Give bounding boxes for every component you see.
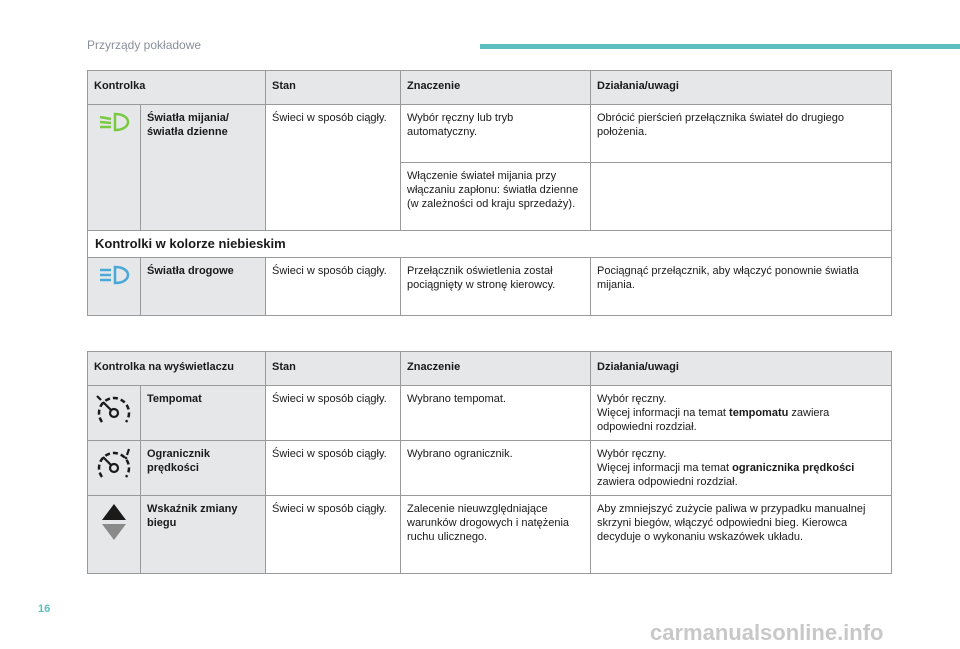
indicator-meaning: Zalecenie nieuwzględniające warunków drogowych i natężenia ruchu ulicznego. <box>401 496 591 574</box>
indicator-state: Świeci w sposób ciągły. <box>266 386 401 441</box>
action-text: Więcej informacji na temat <box>597 407 730 419</box>
column-header: Stan <box>266 71 401 105</box>
action-bold-term: tempomatu <box>729 407 789 419</box>
light-meaning: Włączenie świateł mijania przy włączaniu zapłonu: światła dzienne (w zależności od kraju sprzedaży). <box>401 163 591 231</box>
column-header: Działania/uwagi <box>591 352 892 386</box>
header-accent-bar <box>480 44 960 49</box>
action-more-info <box>597 406 885 434</box>
column-header: Znaczenie <box>401 352 591 386</box>
light-name: Światła mijania/ światła dzienne <box>141 105 266 231</box>
icon-cell <box>88 386 141 441</box>
column-header: Kontrolka na wyświetlaczu <box>88 352 266 386</box>
light-name: Światła drogowe <box>141 258 266 316</box>
cruise-control-icon <box>94 392 134 430</box>
high-beam-blue-icon <box>97 264 131 286</box>
action-line: Wybór ręczny. <box>597 393 667 405</box>
column-header: Kontrolka <box>88 71 266 105</box>
light-action: Pociągnąć przełącznik, aby włączyć ponownie światła mijania. <box>591 258 892 316</box>
table-header-row <box>88 352 892 386</box>
table-row <box>88 496 892 574</box>
table-header-row <box>88 71 892 105</box>
indicator-name: Wskaźnik zmiany biegu <box>141 496 266 574</box>
blue-lights-subheading: Kontrolki w kolorze niebieskim <box>88 231 892 258</box>
page-number: 16 <box>38 603 51 615</box>
icon-cell <box>88 258 141 316</box>
gear-shift-indicator-icon <box>99 502 129 542</box>
indicator-action <box>591 441 892 496</box>
light-meaning: Przełącznik oświetlenia został pociągnięty w stronę kierowcy. <box>401 258 591 316</box>
light-state: Świeci w sposób ciągły. <box>266 105 401 231</box>
indicator-meaning: Wybrano ogranicznik. <box>401 441 591 496</box>
action-line: Wybór ręczny. <box>597 448 667 460</box>
action-bold-term: ogranicznika prędkości <box>732 462 855 474</box>
action-more-info <box>597 461 885 489</box>
light-action-empty <box>591 163 892 231</box>
indicator-action: Aby zmniejszyć zużycie paliwa w przypadku manualnej skrzyni biegów, włączyć odpowiedni bieg. Kierowca decyduje o wykonaniu wskazówek układu. <box>591 496 892 574</box>
icon-cell <box>88 441 141 496</box>
speed-limiter-icon <box>94 447 134 485</box>
light-meaning: Wybór ręczny lub tryb automatyczny. <box>401 105 591 163</box>
table-row <box>88 441 892 496</box>
indicator-state: Świeci w sposób ciągły. <box>266 441 401 496</box>
action-text: zawiera odpowiedni rozdział. <box>597 407 830 433</box>
indicator-meaning: Wybrano tempomat. <box>401 386 591 441</box>
subheading-row <box>88 231 892 258</box>
icon-cell <box>88 105 141 231</box>
warning-lights-table <box>87 70 892 316</box>
indicator-name: Tempomat <box>141 386 266 441</box>
light-state: Świeci w sposób ciągły. <box>266 258 401 316</box>
section-title: Przyrządy pokładowe <box>87 38 202 52</box>
action-text: zawiera odpowiedni rozdział. <box>597 476 738 488</box>
icon-cell <box>88 496 141 574</box>
table-row <box>88 386 892 441</box>
watermark: carmanualsonline.info <box>650 620 884 645</box>
indicator-action <box>591 386 892 441</box>
low-beam-green-icon <box>97 111 131 133</box>
indicator-state: Świeci w sposób ciągły. <box>266 496 401 574</box>
action-text: Więcej informacji ma temat <box>597 462 733 474</box>
column-header: Znaczenie <box>401 71 591 105</box>
light-action: Obrócić pierścień przełącznika świateł do drugiego położenia. <box>591 105 892 163</box>
indicator-name: Ogranicznik prędkości <box>141 441 266 496</box>
column-header: Działania/uwagi <box>591 71 892 105</box>
table-row <box>88 105 892 163</box>
table-row <box>88 258 892 316</box>
column-header: Stan <box>266 352 401 386</box>
display-indicators-table <box>87 351 892 574</box>
